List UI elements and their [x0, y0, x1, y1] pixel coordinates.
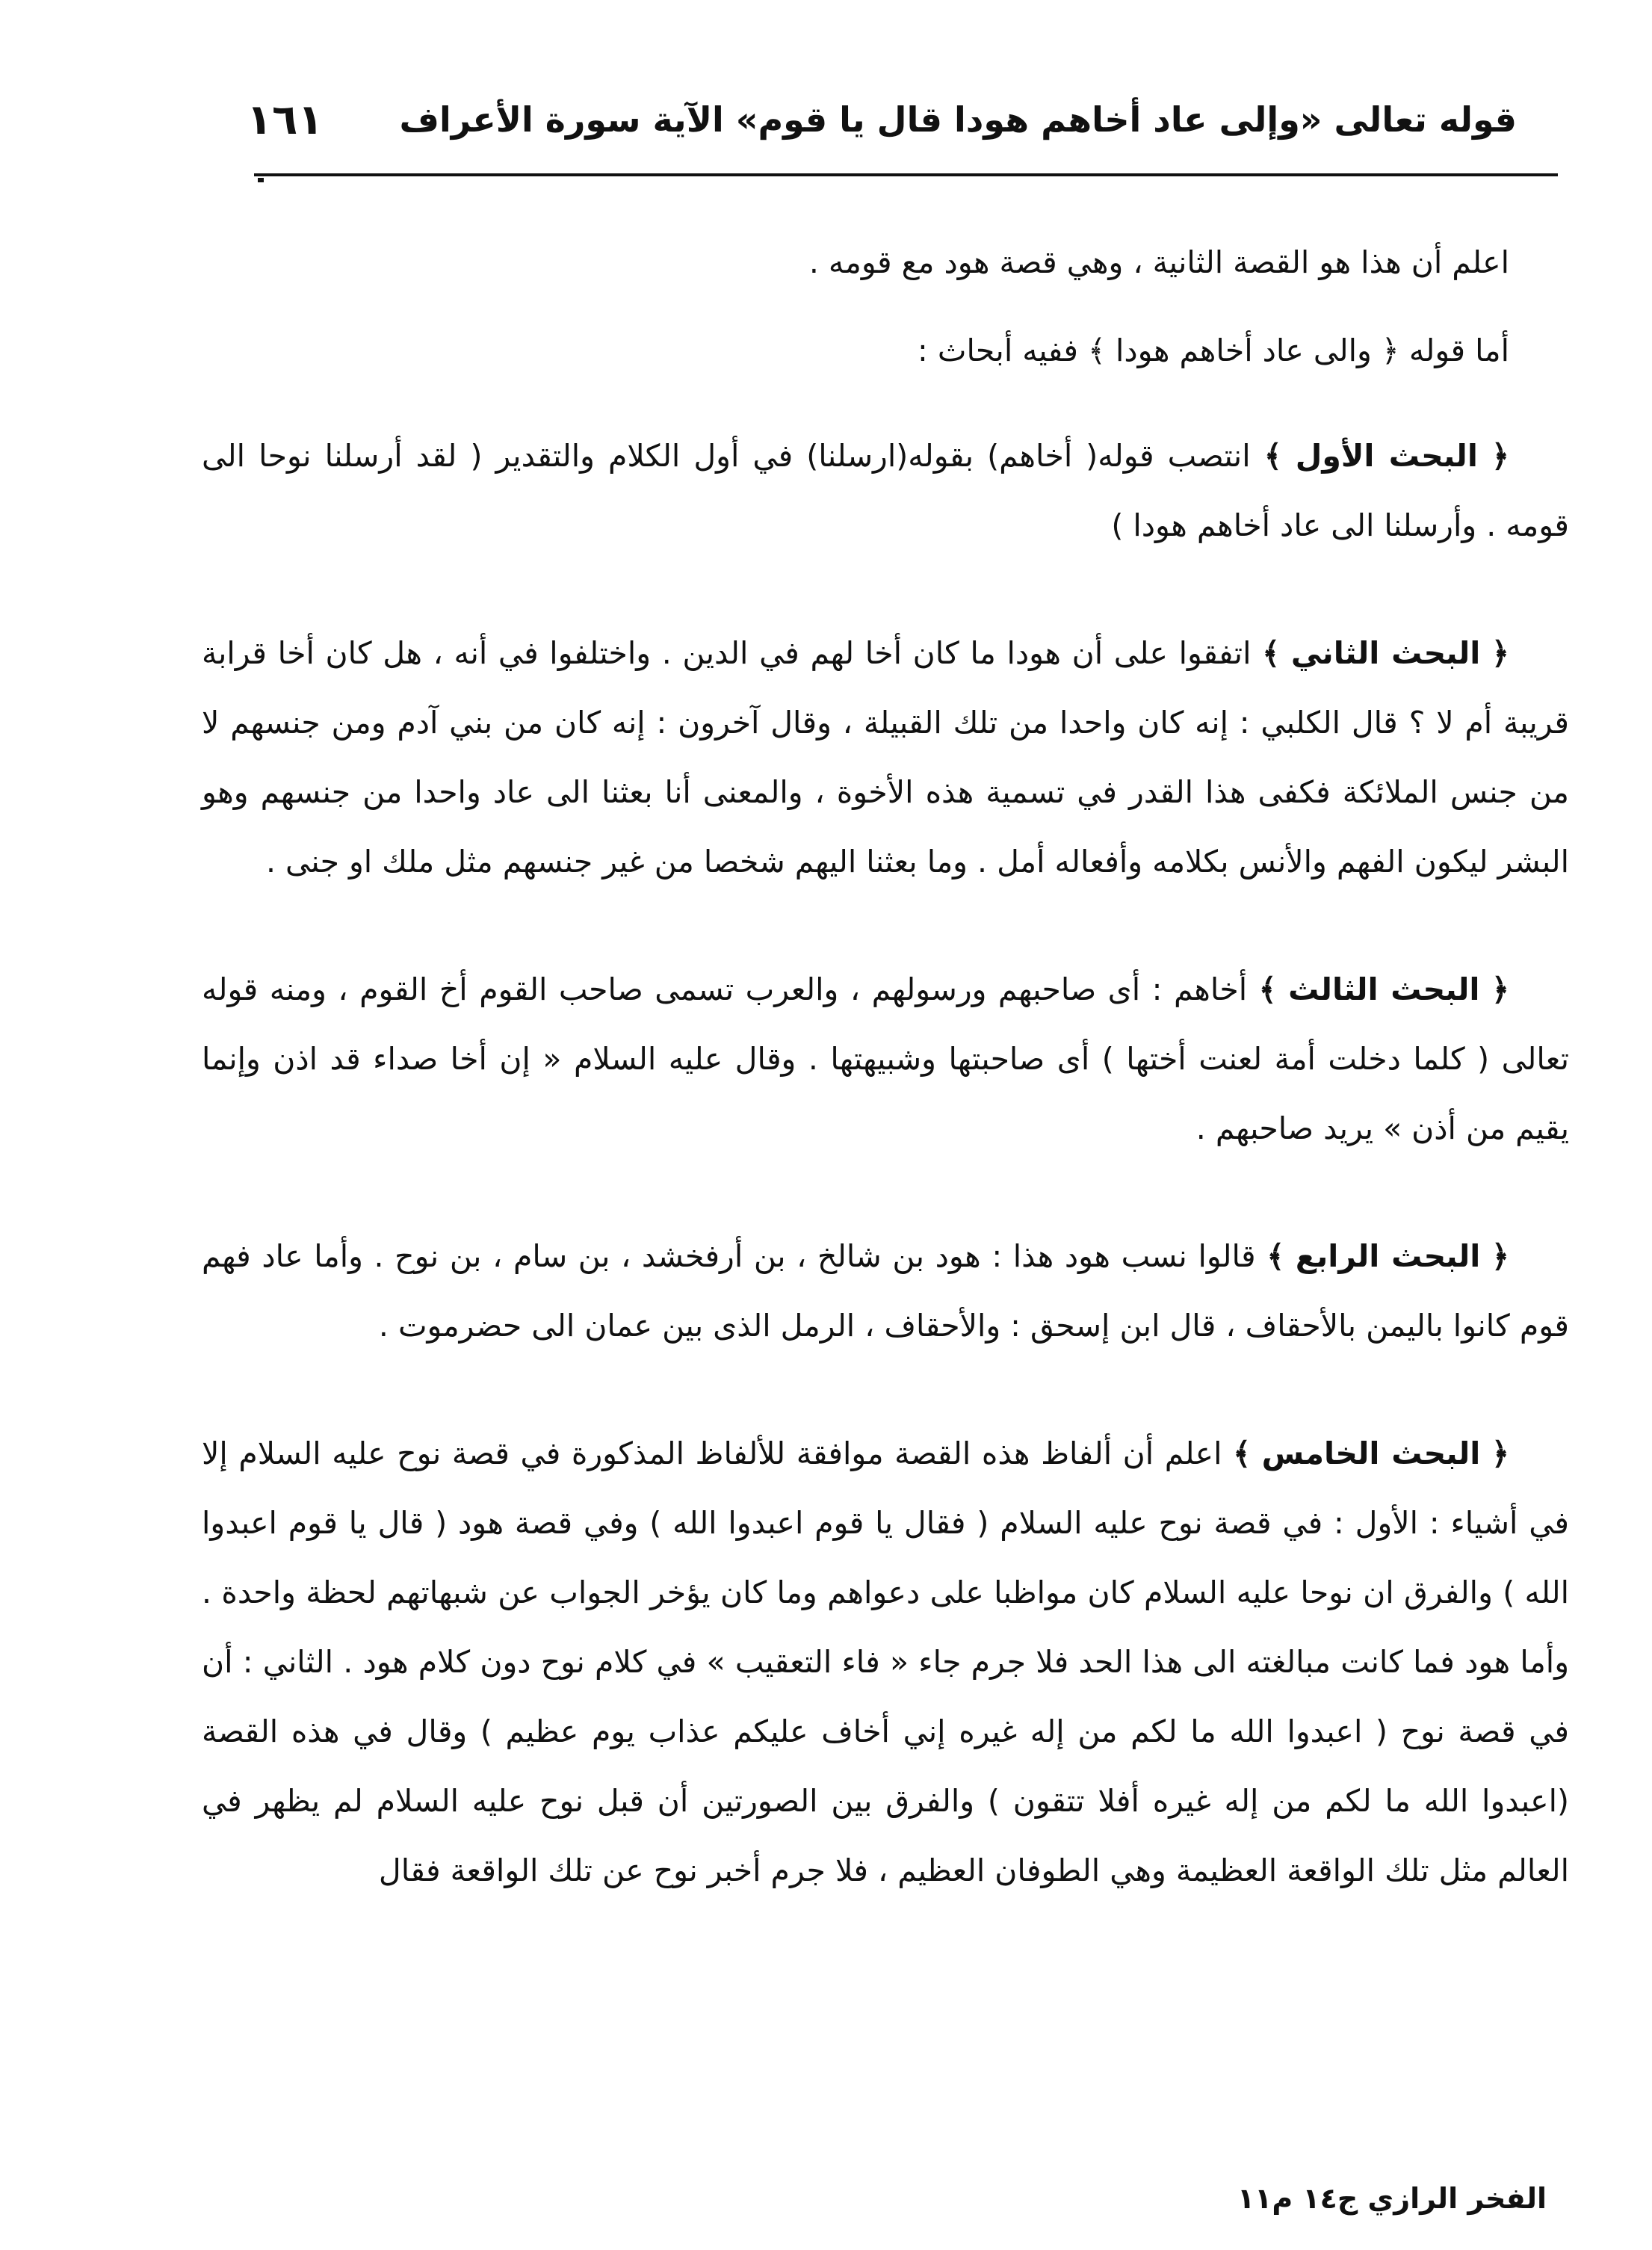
section-4-text: قالوا نسب هود هذا : هود بن شالخ ، بن أرفخشد ، بن سام ، بن نوح . وأما عاد فهم قوم كانوا باليمن بالأحقاف ، قال ابن إسحق : والأحقاف ، الرمل الذى بين عمان الى حضرموت .: [202, 1238, 1569, 1344]
section-1-paragraph: [202, 421, 1569, 560]
ornament-close: ﴾: [1263, 438, 1282, 474]
section-3-paragraph: [202, 955, 1569, 1163]
page-header: [247, 78, 1517, 161]
ornament-open: ﴿: [1491, 635, 1509, 671]
rule-mark: [258, 178, 264, 182]
intro-paragraph: اعلم أن هذا هو القصة الثانية ، وهي قصة هود مع قومه .: [808, 244, 1509, 280]
header-rule: [254, 173, 1558, 176]
section-2-text: اتفقوا على أن هودا ما كان أخا لهم في الدين . واختلفوا في أنه ، هل كان أخا قرابة قريبة أم لا ؟ قال الكلبي : إنه كان واحدا من تلك القبيلة ، وقال آخرون : إنه كان من بني آدم ومن جنسهم لا من جنس الملائكة فكفى هذا القدر في تسمية هذه الأخوة ، والمعنى أنا بعثنا الى عاد واحدا من جنسهم وهو البشر ليكون الفهم والأنس بكلامه وأفعاله أمل . وما بعثنا اليهم شخصا من غير جنسهم مثل ملك او جنى .: [202, 635, 1569, 880]
ornament-close: ﴾: [1258, 971, 1277, 1007]
section-3-title: البحث الثالث: [1288, 971, 1480, 1007]
ornament-open: ﴿: [1491, 1238, 1509, 1274]
section-5-paragraph: [202, 1419, 1569, 1906]
intro-abhath-paragraph: أما قوله ﴿ والى عاد أخاهم هودا ﴾ ففيه أبحاث :: [918, 333, 1509, 368]
section-4-title: البحث الرابع: [1295, 1238, 1481, 1274]
section-5-title: البحث الخامس: [1261, 1435, 1481, 1471]
section-1-text: انتصب قوله( أخاهم) بقوله(ارسلنا) في أول الكلام والتقدير ( لقد أرسلنا نوحا الى قومه . وأرسلنا الى عاد أخاهم هودا ): [202, 438, 1569, 543]
section-2-title: البحث الثاني: [1290, 635, 1481, 671]
ornament-close: ﴾: [1262, 635, 1281, 671]
ornament-open: ﴿: [1491, 438, 1509, 474]
ornament-close: ﴾: [1233, 1435, 1252, 1471]
page-signature: الفخر الرازي ج١٤ م١١: [1237, 2182, 1547, 2215]
section-2-paragraph: [202, 619, 1569, 897]
ornament-open: ﴿: [1491, 1435, 1509, 1471]
running-title: قوله تعالى «وإلى عاد أخاهم هودا قال يا قوم» الآية سورة الأعراف: [399, 99, 1517, 140]
section-4-paragraph: [202, 1222, 1569, 1361]
ornament-open: ﴿: [1491, 971, 1509, 1007]
page-body: [202, 228, 1569, 1906]
section-5-text: اعلم أن ألفاظ هذه القصة موافقة للألفاظ المذكورة في قصة نوح عليه السلام إلا في أشياء : الأول : في قصة نوح عليه السلام ( فقال يا قوم اعبدوا الله ) وفي قصة هود ( قال يا قوم اعبدوا الله ) والفرق ان نوحا عليه السلام كان مواظبا على دعواهم وما كان يؤخر الجواب عن شبهاتهم لحظة واحدة . وأما هود فما كانت مبالغته الى هذا الحد فلا جرم جاء « فاء التعقيب » في كلام نوح دون كلام هود . الثاني : أن في قصة نوح ( اعبدوا الله ما لكم من إله غيره إني أخاف عليكم عذاب يوم عظيم ) وقال في هذه القصة (اعبدوا الله ما لكم من إله غيره أفلا تتقون ) والفرق بين الصورتين أن قبل نوح عليه السلام لم يظهر في العالم مثل تلك الواقعة العظيمة وهي الطوفان العظيم ، فلا جرم أخبر نوح عن تلك الواقعة فقال: [202, 1435, 1569, 1888]
page-number: ١٦١: [247, 95, 324, 144]
ornament-close: ﴾: [1266, 1238, 1285, 1274]
section-3-text: أخاهم : أى صاحبهم ورسولهم ، والعرب تسمى صاحب القوم أخ القوم ، ومنه قوله تعالى ( كلما دخلت أمة لعنت أختها ) أى صاحبتها وشبيهتها . وقال عليه السلام « إن أخا صداء قد اذن وإنما يقيم من أذن » يريد صاحبهم .: [202, 971, 1569, 1146]
section-1-title: البحث الأول: [1295, 438, 1478, 474]
